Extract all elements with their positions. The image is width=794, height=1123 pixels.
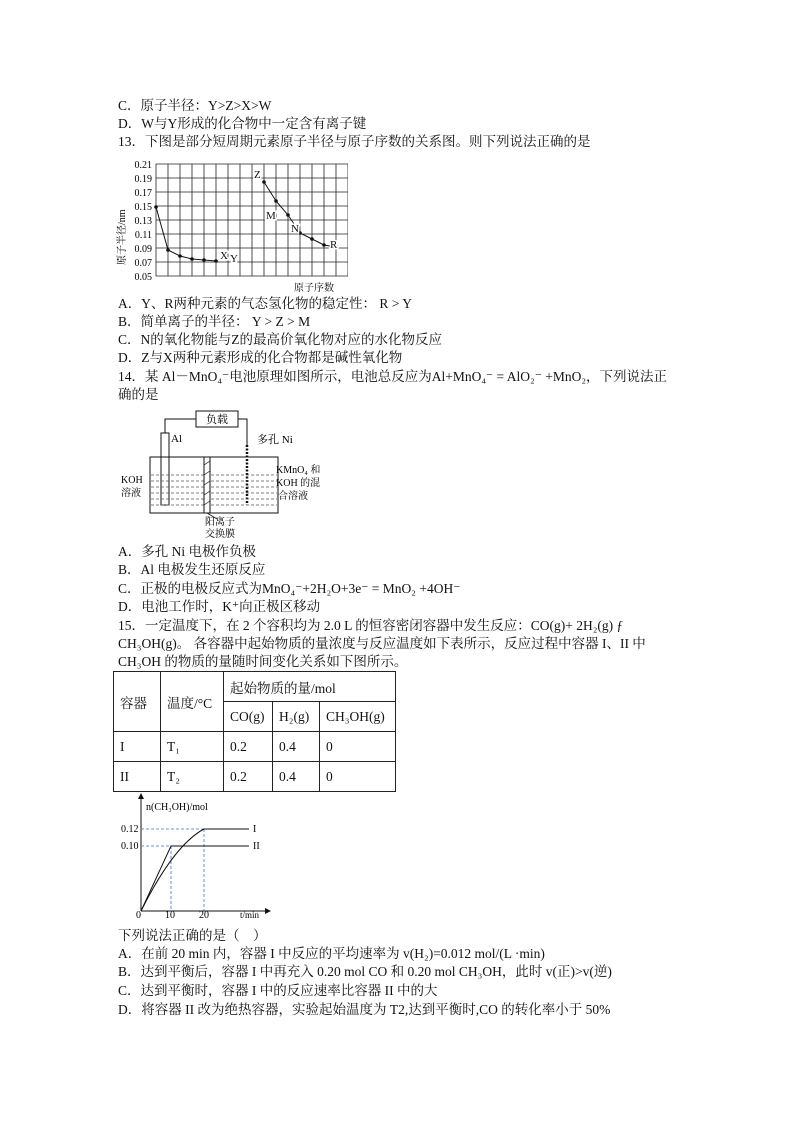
point [190, 257, 194, 261]
header-container: 容器 [114, 672, 161, 732]
point [166, 248, 170, 252]
option-c-q14: C．正极的电极反应式为MnO₄⁻+2H₂O+3e⁻ = MnO₂ +4OH⁻ [118, 581, 461, 596]
ytick: 0.15 [134, 202, 152, 213]
label-y: Y [230, 253, 238, 265]
point [310, 237, 314, 241]
question-14-cont: 确的是 [118, 387, 159, 402]
option-a-q15: A．在前 20 min 内，容器 I 中反应的平均速率为 v(H₂)=0.012 mol/(L ·min) [118, 946, 545, 961]
battery-diagram [116, 405, 346, 540]
y-ticks [135, 160, 153, 283]
cell: 0 [320, 762, 396, 792]
cell: T₂ [161, 762, 224, 792]
cell: 0.4 [273, 732, 320, 762]
ytick: 0.09 [134, 244, 152, 255]
ytick: 0.07 [134, 258, 152, 269]
point [202, 258, 206, 262]
question-13: 13．下图是部分短周期元素原子半径与原子序数的关系图。则下列说法正确的是 [118, 134, 591, 149]
ytick: 0.05 [134, 272, 152, 283]
option-d-q14: D．电池工作时，K⁺向正极区移动 [118, 599, 321, 614]
label-r: R [330, 239, 338, 251]
cell: 0.2 [224, 762, 273, 792]
mix-label-2: KOH 的混 [276, 478, 321, 489]
table-row [114, 732, 396, 762]
koh-label-2: 溶液 [121, 488, 141, 499]
ytick: 0.13 [134, 216, 152, 227]
x-tick-10: 10 [165, 910, 175, 921]
ni-label: 多孔 Ni [257, 434, 293, 446]
option-c-q15: C．达到平衡时，容器 I 中的反应速率比容器 II 中的大 [118, 983, 438, 998]
label-x: X [220, 250, 228, 262]
curve-i [141, 829, 249, 911]
koh-label-1: KOH [121, 475, 143, 486]
ytick: 0.21 [134, 160, 152, 171]
header-ch3oh: CH₃OH(g) [320, 702, 396, 732]
wire-right [238, 419, 247, 445]
option-d-q12: D．W与Y形成的化合物中一定含有离子键 [118, 116, 367, 131]
label-z: Z [254, 169, 261, 181]
ytick: 0.11 [134, 230, 152, 241]
header-start: 起始物质的量/mol [224, 672, 396, 702]
data-lines [156, 182, 336, 261]
point [262, 180, 266, 184]
liquid [151, 475, 277, 505]
cell: I [114, 732, 161, 762]
cell: 0.2 [224, 732, 273, 762]
cell: T₁ [161, 732, 224, 762]
membrane-label-2: 交换膜 [205, 529, 235, 540]
al-electrode [161, 433, 169, 505]
question-14: 14．某 Al－MnO₄⁻电池原理如图所示，电池总反应为Al+MnO₄⁻ = AlO₂⁻ +MnO₂，下列说法正 [118, 369, 668, 384]
point [286, 213, 290, 217]
load-label: 负载 [206, 414, 228, 426]
point [274, 199, 278, 203]
cell: 0.4 [273, 762, 320, 792]
option-b-q14: B．Al 电极发生还原反应 [118, 562, 266, 577]
y-axis-label: 原子半径/nm [117, 209, 128, 265]
option-c-q13: C．N的氧化物能与Z的最高价氧化物对应的水化物反应 [118, 332, 442, 347]
wire-left [165, 419, 196, 433]
y-tick-010: 0.10 [121, 841, 139, 852]
atomic-radius-chart [116, 155, 348, 295]
data-points [154, 180, 338, 263]
point [214, 259, 218, 263]
header-temp: 温度/°C [161, 672, 224, 732]
option-c-q12: C．原子半径：Y>Z>X>W [118, 98, 272, 113]
cell: 0 [320, 732, 396, 762]
ytick: 0.19 [134, 174, 152, 185]
ytick: 0.17 [134, 188, 152, 199]
mix-label-3: 合溶液 [278, 491, 308, 502]
series-label-ii: II [253, 841, 260, 852]
x-tick-20: 20 [199, 910, 209, 921]
option-d-q15: D．将容器 II 改为绝热容器，实验起始温度为 T2,达到平衡时,CO 的转化率小于 50% [118, 1002, 611, 1017]
point [154, 205, 158, 209]
option-a-q13: A．Y、R两种元素的气态氢化物的稳定性： R > Y [118, 296, 412, 311]
conditions-table [113, 671, 396, 792]
x-tick-0: 0 [136, 910, 141, 921]
label-m: M [266, 210, 276, 222]
question-15: 15．一定温度下，在 2 个容积均为 2.0 L 的恒容密闭容器中发生反应：CO(g)+ 2H₂(g) ƒ [118, 618, 624, 633]
y-axis-label: n(CH₃OH)/mol [146, 802, 208, 813]
curve-ii [141, 846, 249, 911]
al-label: Al [171, 433, 182, 445]
x-axis-label: t/min [240, 910, 260, 920]
option-b-q15: B．达到平衡后，容器 I 中再充入 0.20 mol CO 和 0.20 mol CH₃OH，此时 v(正)>v(逆) [118, 964, 612, 979]
table-row [114, 762, 396, 792]
mix-label-1: KMnO₄ 和 [276, 465, 321, 476]
question-15-prompt: 下列说法正确的是（ ） [118, 928, 267, 943]
option-a-q14: A．多孔 Ni 电极作负极 [118, 544, 256, 559]
option-b-q13: B．简单离子的半径： Y > Z > M [118, 314, 311, 329]
option-d-q13: D．Z与X两种元素形成的化合物都是碱性氧化物 [118, 350, 403, 365]
question-15-cont-2: CH₃OH 的物质的量随时间变化关系如下图所示。 [118, 654, 408, 669]
series-label-i: I [253, 824, 257, 835]
question-15-cont-1: CH₃OH(g)。 各容器中起始物质的量浓度与反应温度如下表所示，反应过程中容器 I、II 中 [118, 636, 646, 651]
membrane-label-1: 阳离子 [205, 517, 235, 528]
label-n: N [291, 223, 299, 235]
cell: II [114, 762, 161, 792]
y-tick-012: 0.12 [121, 824, 139, 835]
methanol-time-chart [116, 790, 276, 922]
point [178, 254, 182, 258]
x-axis-label: 原子序数 [294, 283, 334, 294]
header-h2: H₂(g) [273, 702, 320, 732]
point [322, 243, 326, 247]
grid [156, 164, 348, 276]
point-labels [220, 169, 338, 265]
header-co: CO(g) [224, 702, 273, 732]
